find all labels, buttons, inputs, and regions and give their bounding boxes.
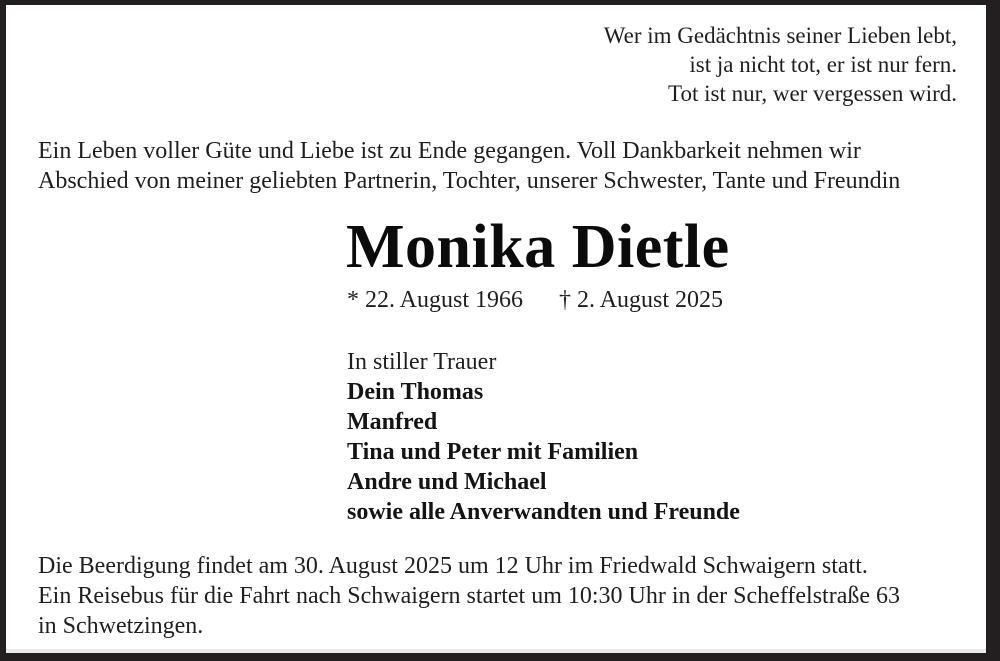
- mourner-name: Andre und Michael: [347, 469, 547, 495]
- funeral-line: Die Beerdigung findet am 30. August 2025 um 12 Uhr im Friedwald Schwaigern statt.: [38, 553, 868, 579]
- life-dates: [347, 285, 723, 315]
- funeral-info: [38, 551, 900, 641]
- intro-paragraph: [38, 136, 900, 196]
- paper-edge-shadow: [6, 649, 986, 653]
- verse-line: ist ja nicht tot, er ist nur fern.: [689, 52, 957, 77]
- obituary-notice: [6, 5, 986, 653]
- intro-line: Ein Leben voller Güte und Liebe ist zu Ende gegangen. Voll Dankbarkeit nehmen wir: [38, 138, 861, 164]
- mourners-block: [347, 347, 740, 527]
- verse-line: Wer im Gedächtnis seiner Lieben lebt,: [603, 23, 957, 48]
- memorial-verse: [604, 21, 957, 108]
- death-date: † 2. August 2025: [559, 287, 724, 313]
- intro-line: Abschied von meiner geliebten Partnerin, Tochter, unserer Schwester, Tante und Freundin: [38, 168, 901, 194]
- deceased-name: Monika Dietle: [346, 213, 730, 281]
- funeral-line: in Schwetzingen.: [38, 613, 204, 639]
- verse-line: Tot ist nur, wer vergessen wird.: [668, 81, 957, 106]
- mourner-name: Tina und Peter mit Familien: [347, 439, 639, 465]
- birth-date: * 22. August 1966: [347, 287, 524, 313]
- mourners-intro: In stiller Trauer: [347, 349, 497, 375]
- mourner-name: sowie alle Anverwandten und Freunde: [347, 499, 740, 525]
- funeral-line: Ein Reisebus für die Fahrt nach Schwaigern startet um 10:30 Uhr in der Scheffelstraße 63: [38, 583, 900, 609]
- mourner-name: Manfred: [347, 409, 438, 435]
- mourner-name: Dein Thomas: [347, 379, 484, 405]
